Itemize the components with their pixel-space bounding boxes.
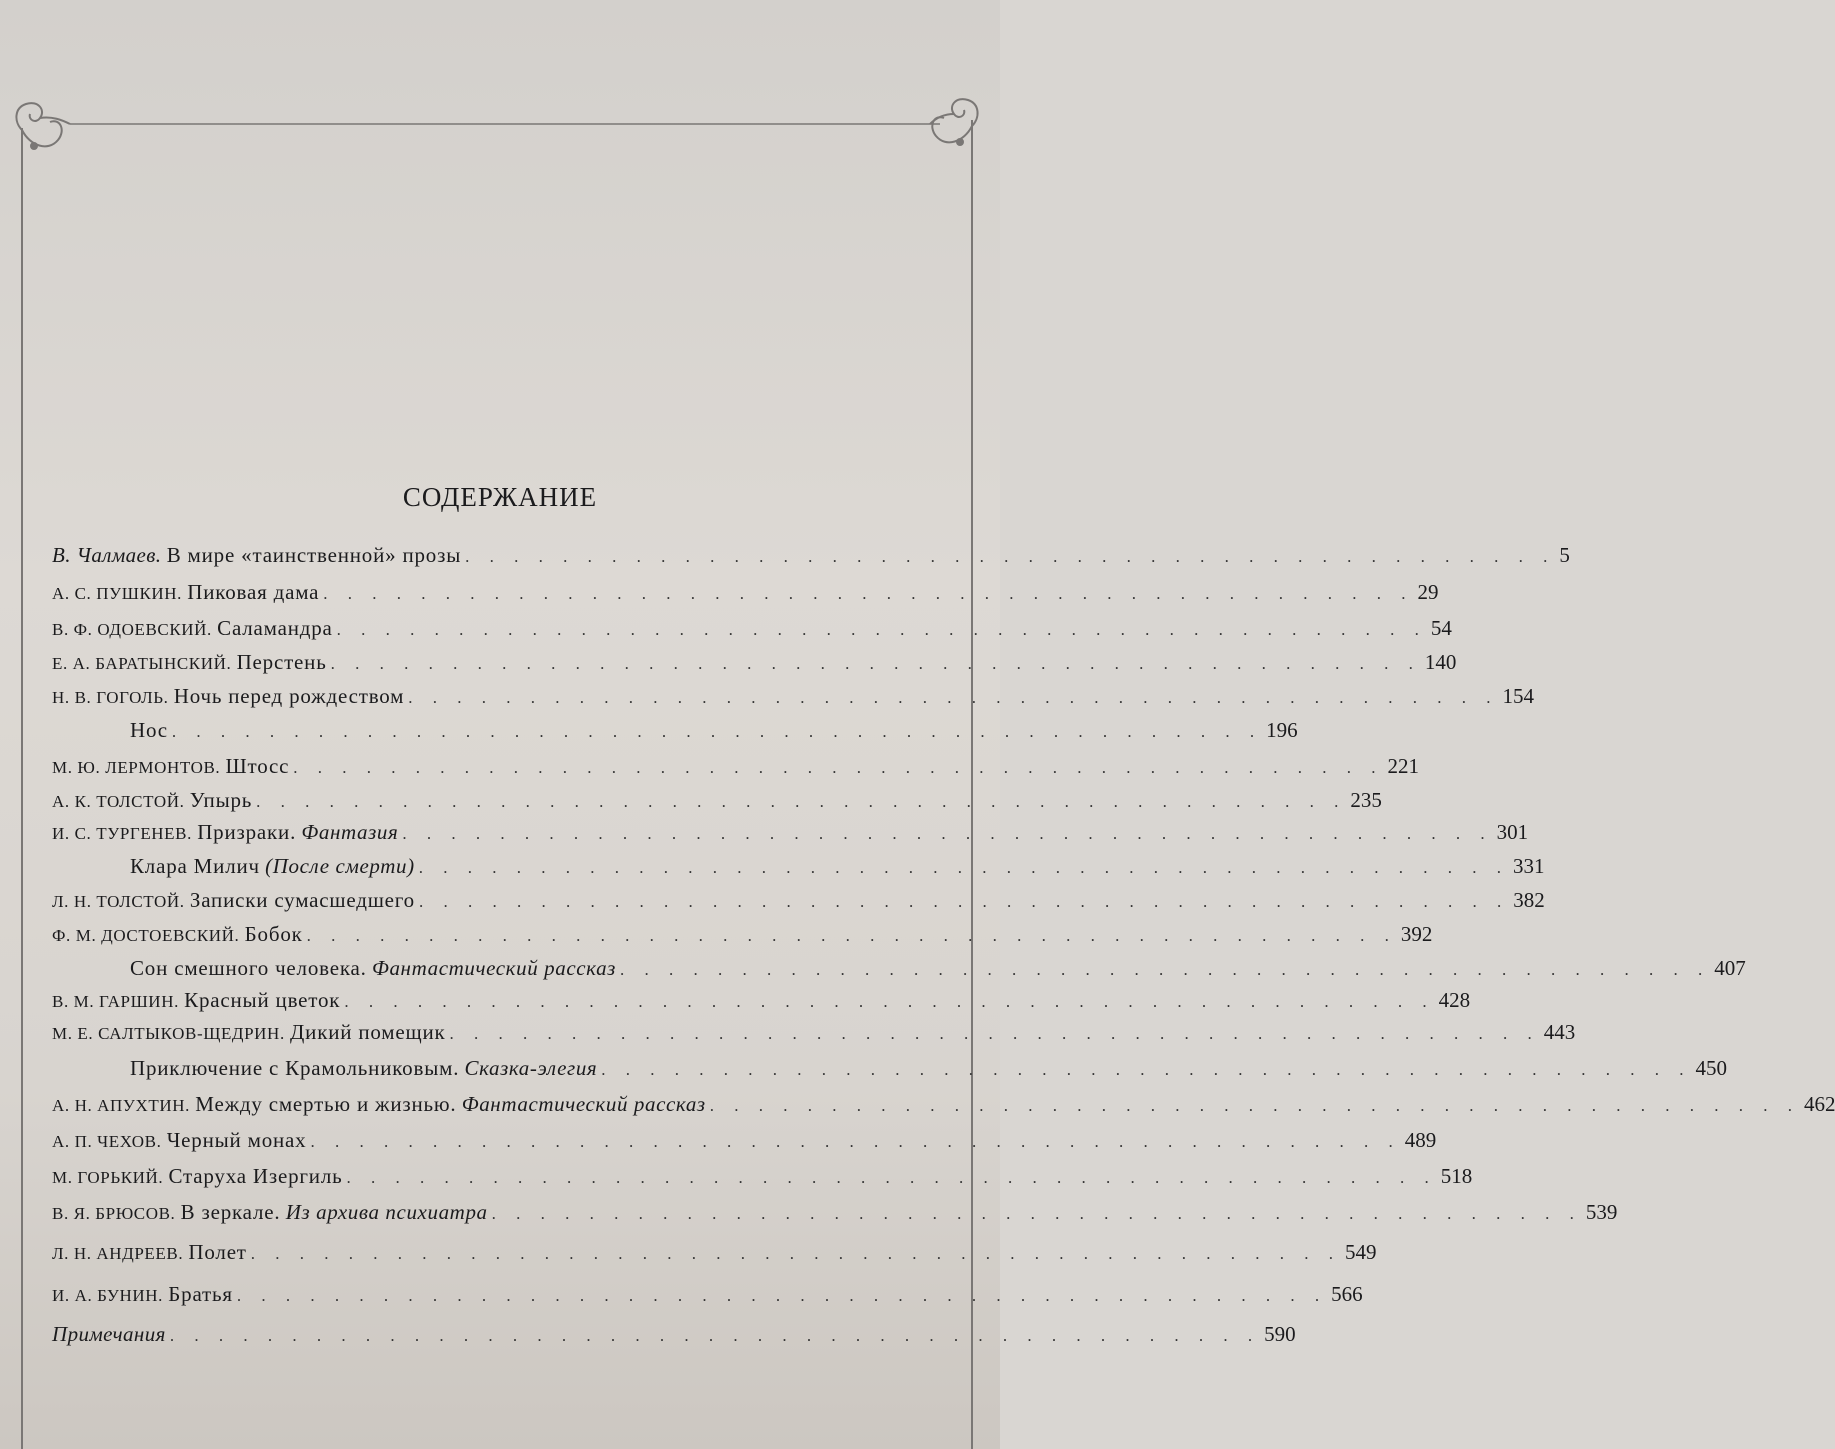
toc-author: И. С. ТУРГЕНЕВ. bbox=[52, 824, 192, 843]
toc-entry[interactable] bbox=[52, 616, 1452, 646]
toc-page-number: 221 bbox=[1387, 754, 1420, 778]
toc-title: Перстень bbox=[236, 650, 327, 674]
toc-title: Бобок bbox=[244, 922, 303, 946]
toc-title: Ночь перед рождеством bbox=[173, 684, 405, 708]
toc-page-number: 331 bbox=[1512, 854, 1545, 878]
leader-dots: . . . . . . . . . . . . . . . . . . . . . . . . . . . . . . . . . . . . . . . . . . . . . bbox=[491, 1204, 1582, 1223]
leader-dots: . . . . . . . . . . . . . . . . . . . . . . . . . . . . . . . . . . . . . . . . . . . . . bbox=[408, 688, 1499, 707]
toc-page-number: 392 bbox=[1400, 922, 1433, 946]
toc-author: И. А. БУНИН. bbox=[52, 1286, 164, 1305]
toc-entry[interactable] bbox=[52, 1128, 1437, 1158]
leader-dots: . . . . . . . . . . . . . . . . . . . . . . . . . . . . . . . . . . . . . . . . . . . . . bbox=[344, 992, 1435, 1011]
toc-page-number: 450 bbox=[1695, 1056, 1728, 1080]
leader-dots: . . . . . . . . . . . . . . . . . . . . . . . . . . . . . . . . . . . . . . . . . . . . . bbox=[601, 1060, 1692, 1079]
toc-author: А. Н. АПУХТИН. bbox=[52, 1096, 191, 1115]
leader-dots: . . . . . . . . . . . . . . . . . . . . . . . . . . . . . . . . . . . . . . . . . . . . . bbox=[402, 824, 1493, 843]
toc-page-number: 196 bbox=[1266, 718, 1298, 742]
leader-dots: . . . . . . . . . . . . . . . . . . . . . . . . . . . . . . . . . . . . . . . . . . . . . bbox=[306, 926, 1397, 945]
toc-author: М. Ю. ЛЕРМОНТОВ. bbox=[52, 758, 221, 777]
leader-dots: . . . . . . . . . . . . . . . . . . . . . . . . . . . . . . . . . . . . . . . . . . . . . bbox=[256, 792, 1347, 811]
leader-dots: . . . . . . . . . . . . . . . . . . . . . . . . . . . . . . . . . . . . . . . . . . . . . bbox=[709, 1096, 1800, 1115]
toc-entry[interactable] bbox=[130, 1056, 1728, 1086]
toc-entry[interactable] bbox=[52, 1282, 1363, 1312]
toc-page-number: 489 bbox=[1404, 1128, 1437, 1152]
toc-author: Е. А. БАРАТЫНСКИЙ. bbox=[52, 654, 232, 673]
toc-subtitle: Из архива психиатра bbox=[285, 1200, 488, 1224]
leader-dots: . . . . . . . . . . . . . . . . . . . . . . . . . . . . . . . . . . . . . . . . . . . . . bbox=[293, 758, 1384, 777]
toc-title: Сон смешного человека. bbox=[130, 956, 367, 980]
toc-author: А. С. ПУШКИН. bbox=[52, 584, 183, 603]
toc-entry[interactable] bbox=[52, 1240, 1377, 1270]
toc-entry[interactable] bbox=[52, 1164, 1473, 1194]
toc-author: В. Ф. ОДОЕВСКИЙ. bbox=[52, 620, 212, 639]
leader-dots: . . . . . . . . . . . . . . . . . . . . . . . . . . . . . . . . . . . . . . . . . . . . . bbox=[418, 892, 1510, 911]
toc-title: Саламандра bbox=[217, 616, 333, 640]
toc-page-number: 443 bbox=[1543, 1020, 1576, 1044]
toc-author: А. П. ЧЕХОВ. bbox=[52, 1132, 162, 1151]
toc-page-number: 5 bbox=[1559, 543, 1570, 567]
toc-entry[interactable] bbox=[130, 956, 1746, 986]
leader-dots: . . . . . . . . . . . . . . . . . . . . . . . . . . . . . . . . . . . . . . . . . . . . . bbox=[619, 960, 1711, 979]
toc-page-number: 301 bbox=[1496, 820, 1529, 844]
toc-author: В. М. ГАРШИН. bbox=[52, 992, 179, 1011]
toc-page-number: 154 bbox=[1502, 684, 1535, 708]
toc-subtitle: Фантастический рассказ bbox=[371, 956, 616, 980]
toc-entry[interactable] bbox=[52, 543, 1570, 573]
toc-entry[interactable] bbox=[130, 854, 1545, 884]
toc-title: Клара Милич bbox=[130, 854, 260, 878]
toc-subtitle: Сказка-элегия bbox=[464, 1056, 598, 1080]
toc-author: Л. Н. ТОЛСТОЙ. bbox=[52, 892, 185, 911]
leader-dots: . . . . . . . . . . . . . . . . . . . . . . . . . . . . . . . . . . . . . . . . . . . . . bbox=[336, 620, 1427, 639]
toc-page-number: 382 bbox=[1513, 888, 1545, 912]
toc-title: Призраки. bbox=[197, 820, 297, 844]
toc-author: А. К. ТОЛСТОЙ. bbox=[52, 792, 185, 811]
toc-page-number: 549 bbox=[1345, 1240, 1377, 1264]
toc-author: Примечания bbox=[52, 1322, 166, 1346]
toc-author: В. Я. БРЮСОВ. bbox=[52, 1204, 176, 1223]
toc-title: Полет bbox=[188, 1240, 247, 1264]
toc-entry[interactable] bbox=[52, 922, 1433, 952]
leader-dots: . . . . . . . . . . . . . . . . . . . . . . . . . . . . . . . . . . . . . . . . . . . . . bbox=[330, 654, 1421, 673]
toc-title: Нос bbox=[130, 718, 168, 742]
toc-title: Братья bbox=[168, 1282, 233, 1306]
toc-subtitle: Фантазия bbox=[301, 820, 399, 844]
toc-title: Старуха Изергиль bbox=[168, 1164, 343, 1188]
leader-dots: . . . . . . . . . . . . . . . . . . . . . . . . . . . . . . . . . . . . . . . . . . . . . bbox=[236, 1286, 1328, 1305]
toc-entry[interactable] bbox=[52, 1200, 1618, 1230]
toc-page-number: 539 bbox=[1585, 1200, 1618, 1224]
toc-entry[interactable] bbox=[52, 1020, 1576, 1050]
toc-title: Черный монах bbox=[166, 1128, 307, 1152]
toc-entry[interactable] bbox=[52, 580, 1439, 610]
toc-subtitle: Фантастический рассказ bbox=[461, 1092, 706, 1116]
toc-entry[interactable] bbox=[52, 988, 1471, 1018]
leader-dots: . . . . . . . . . . . . . . . . . . . . . . . . . . . . . . . . . . . . . . . . . . . . . bbox=[346, 1168, 1437, 1187]
toc-entry[interactable] bbox=[52, 820, 1529, 850]
toc-title: Штосс bbox=[225, 754, 290, 778]
toc-entry[interactable] bbox=[52, 684, 1535, 714]
toc-author: М. ГОРЬКИЙ. bbox=[52, 1168, 164, 1187]
leader-dots: . . . . . . . . . . . . . . . . . . . . . . . . . . . . . . . . . . . . . . . . . . . . . bbox=[310, 1132, 1401, 1151]
toc-heading: СОДЕРЖАНИЕ bbox=[402, 482, 598, 512]
toc-title: Приключение с Крамольниковым. bbox=[130, 1056, 460, 1080]
toc-entry[interactable] bbox=[52, 754, 1420, 784]
toc-page-number: 462 bbox=[1803, 1092, 1835, 1116]
toc-title: Между смертью и жизнью. bbox=[195, 1092, 457, 1116]
leader-dots: . . . . . . . . . . . . . . . . . . . . . . . . . . . . . . . . . . . . . . . . . . . . . bbox=[418, 858, 1509, 877]
toc-author: М. Е. САЛТЫКОВ-ЩЕДРИН. bbox=[52, 1024, 285, 1043]
leader-dots: . . . . . . . . . . . . . . . . . . . . . . . . . . . . . . . . . . . . . . . . . . . . . bbox=[323, 584, 1414, 603]
toc-title: В зеркале. bbox=[180, 1200, 281, 1224]
toc-entry[interactable] bbox=[52, 1322, 1296, 1352]
toc-author: Ф. М. ДОСТОЕВСКИЙ. bbox=[52, 926, 240, 945]
leader-dots: . . . . . . . . . . . . . . . . . . . . . . . . . . . . . . . . . . . . . . . . . . . . . bbox=[465, 547, 1556, 566]
toc-author: Л. Н. АНДРЕЕВ. bbox=[52, 1244, 184, 1263]
toc-page-number: 566 bbox=[1331, 1282, 1363, 1306]
toc-page-number: 518 bbox=[1440, 1164, 1473, 1188]
toc-entry[interactable] bbox=[130, 718, 1298, 748]
toc-page-number: 54 bbox=[1430, 616, 1452, 640]
toc-page-number: 29 bbox=[1417, 580, 1439, 604]
toc-title: Пиковая дама bbox=[187, 580, 320, 604]
toc-title: В мире «таинственной» прозы bbox=[166, 543, 462, 567]
leader-dots: . . . . . . . . . . . . . . . . . . . . . . . . . . . . . . . . . . . . . . . . . . . . . bbox=[171, 722, 1263, 741]
toc-title: Красный цветок bbox=[184, 988, 341, 1012]
toc-author: В. Чалмаев. bbox=[52, 543, 162, 567]
toc-page-number: 407 bbox=[1714, 956, 1746, 980]
toc-title: Дикий помещик bbox=[290, 1020, 446, 1044]
toc-page-number: 140 bbox=[1424, 650, 1457, 674]
toc-entry[interactable] bbox=[52, 1092, 1835, 1122]
toc-author: Н. В. ГОГОЛЬ. bbox=[52, 688, 169, 707]
toc-page-number: 590 bbox=[1264, 1322, 1296, 1346]
toc-page-number: 428 bbox=[1438, 988, 1471, 1012]
toc-entry[interactable] bbox=[52, 650, 1457, 680]
leader-dots: . . . . . . . . . . . . . . . . . . . . . . . . . . . . . . . . . . . . . . . . . . . . . bbox=[449, 1024, 1540, 1043]
toc-title: Записки сумасшедшего bbox=[189, 888, 415, 912]
toc-subtitle: (После смерти) bbox=[265, 854, 415, 878]
toc-entry[interactable] bbox=[52, 788, 1382, 818]
leader-dots: . . . . . . . . . . . . . . . . . . . . . . . . . . . . . . . . . . . . . . . . . . . . . bbox=[169, 1326, 1261, 1345]
toc-title: Упырь bbox=[189, 788, 253, 812]
leader-dots: . . . . . . . . . . . . . . . . . . . . . . . . . . . . . . . . . . . . . . . . . . . . . bbox=[250, 1244, 1342, 1263]
toc-page-number: 235 bbox=[1350, 788, 1382, 812]
toc-entry[interactable] bbox=[52, 888, 1545, 918]
